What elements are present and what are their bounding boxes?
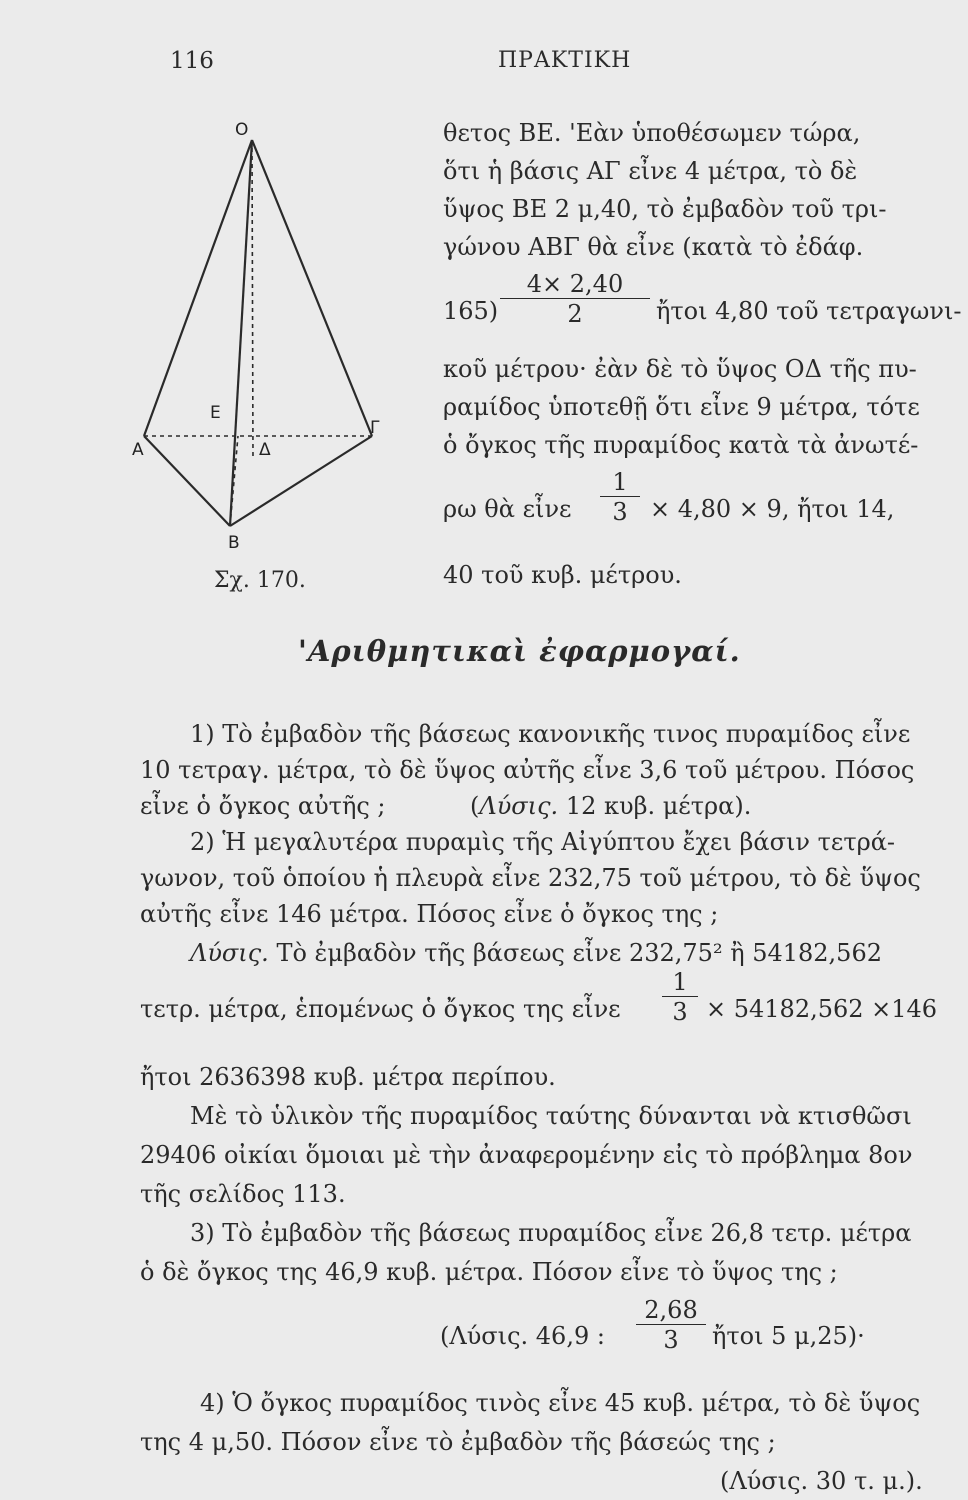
label-Delta: Δ: [259, 440, 271, 460]
exercise-4-line-1: 4) Ὁ ὄγκος πυραμίδος τινὸς εἶνε 45 κυβ. μέτρα, τὸ δὲ ὕψος: [200, 1389, 921, 1417]
exercise-2-line-1: 2) Ἡ μεγαλυτέρα πυραμὶς τῆς Αἰγύπτου ἔχει βάσιν τετρά-: [190, 828, 896, 856]
height-OD: [252, 140, 253, 460]
exercise-2-solution-line-2-prefix: τετρ. μέτρα, ἑπομένως ὁ ὄγκος της εἶνε: [140, 995, 621, 1023]
edge-AB: [144, 436, 230, 526]
exercise-2-note-line-3: τῆς σελίδος 113.: [140, 1180, 346, 1208]
text-line-9-prefix: ρω θὰ εἶνε: [443, 495, 572, 523]
fraction-height: [636, 1296, 706, 1355]
fraction-height-numerator: 2,68: [644, 1296, 698, 1324]
exercise-2-solution-line-3: ἤτοι 2636398 κυβ. μέτρα περίπου.: [140, 1063, 556, 1091]
exercise-1-line-1: 1) Τὸ ἐμβαδὸν τῆς βάσεως κανονικῆς τινος πυραμίδος εἶνε: [190, 720, 911, 748]
exercise-2-line-2: γωνον, τοῦ ὁποίου ἡ πλευρὰ εἶνε 232,75 τοῦ μέτρου, τὸ δὲ ὕψος: [140, 864, 921, 892]
text-line-5-prefix: 165): [443, 297, 499, 325]
text-line-1: θετος ΒΕ. 'Εὰν ὑποθέσωμεν τώρα,: [443, 119, 861, 147]
text-line-8: ὁ ὄγκος τῆς πυραμίδος κατὰ τὰ ἀνωτέ-: [443, 431, 919, 459]
text-line-3: ὕψος ΒΕ 2 μ,40, τὸ ἐμβαδὸν τοῦ τρι-: [443, 195, 887, 223]
fraction-third-numerator: 1: [612, 468, 628, 496]
figure-caption: Σχ. 170.: [214, 568, 306, 593]
fraction-height-denominator: 3: [663, 1326, 679, 1354]
exercise-4-solution: (Λύσις. 30 τ. μ.).: [720, 1467, 923, 1495]
exercise-2-solution-label: Λύσις.: [190, 939, 269, 967]
label-A: Α: [132, 440, 144, 460]
label-E: Ε: [210, 403, 221, 423]
page-number: 116: [170, 48, 214, 74]
edge-OA: [144, 140, 252, 436]
exercise-3-line-2: ὁ δὲ ὄγκος της 46,9 κυβ. μέτρα. Πόσον εἶνε τὸ ὕψος της ;: [140, 1258, 838, 1286]
label-B: Β: [228, 533, 240, 553]
fraction-third: [600, 468, 640, 527]
exercise-1-solution-label: Λύσις.: [479, 792, 559, 820]
label-Gamma: Γ: [370, 418, 380, 438]
running-head: ΠΡΑΚΤΙΚΗ: [498, 48, 632, 73]
fraction-area-denominator: 2: [567, 300, 583, 328]
exercise-3-solution-suffix: ἤτοι 5 μ,25)·: [712, 1322, 865, 1350]
edge-BG: [230, 436, 372, 526]
exercise-3-line-1: 3) Τὸ ἐμβαδὸν τῆς βάσεως πυραμίδος εἶνε 26,8 τετρ. μέτρα: [190, 1219, 912, 1247]
edge-OB: [230, 140, 252, 526]
pyramid-diagram: [132, 118, 392, 588]
exercise-2-solution-line-2-suffix: × 54182,562 ×146: [706, 995, 938, 1023]
text-line-5-suffix: ἤτοι 4,80 τοῦ τετραγωνι-: [656, 297, 962, 325]
edge-OG: [252, 140, 372, 436]
fraction-area-numerator: 4× 2,40: [526, 270, 624, 298]
text-line-9-suffix: × 4,80 × 9, ἤτοι 14,: [650, 495, 895, 523]
text-line-2: ὅτι ἡ βάσις ΑΓ εἶνε 4 μέτρα, τὸ δὲ: [443, 157, 858, 185]
text-line-4: γώνου ΑΒΓ θὰ εἶνε (κατὰ τὸ ἐδάφ.: [443, 233, 864, 261]
fraction-third-2: [662, 968, 698, 1027]
text-line-7: ραμίδος ὑποτεθῇ ὅτι εἶνε 9 μέτρα, τότε: [443, 393, 920, 421]
exercise-1-solution-value: 12 κυβ. μέτρα).: [565, 792, 752, 820]
text-line-6: κοῦ μέτρου· ἐὰν δὲ τὸ ὕψος ΟΔ τῆς πυ-: [443, 355, 917, 383]
exercise-3-solution-prefix: (Λύσις. 46,9 :: [440, 1322, 605, 1350]
exercise-2-note-line-1: Μὲ τὸ ὑλικὸν τῆς πυραμίδος ταύτης δύνανται νὰ κτισθῶσι: [190, 1102, 912, 1130]
exercise-2-note-line-2: 29406 οἰκίαι ὅμοιαι μὲ τὴν ἀναφερομένην εἰς τὸ πρόβλημα 8ον: [140, 1141, 913, 1169]
exercise-1-line-3: εἶνε ὁ ὄγκος αὐτῆς ;: [140, 792, 386, 820]
exercise-4-line-2: της 4 μ,50. Πόσον εἶνε τὸ ἐμβαδὸν τῆς βάσεώς της ;: [140, 1428, 776, 1456]
section-heading: 'Αριθμητικαὶ ἐφαρμογαί.: [298, 634, 741, 668]
fraction-third-2-denominator: 3: [672, 998, 688, 1026]
pyramid-figure: [132, 118, 392, 598]
exercise-2-solution-line-1: [190, 938, 882, 968]
exercise-2-line-3: αὐτῆς εἶνε 146 μέτρα. Πόσος εἶνε ὁ ὄγκος της ;: [140, 900, 719, 928]
exercise-1-line-2: 10 τετραγ. μέτρα, τὸ δὲ ὕψος αὐτῆς εἶνε 3,6 τοῦ μέτρου. Πόσος: [140, 756, 915, 784]
fraction-third-denominator: 3: [612, 498, 628, 526]
fraction-area: [500, 270, 650, 329]
label-O: Ο: [235, 120, 249, 140]
text-line-10: 40 τοῦ κυβ. μέτρου.: [443, 561, 682, 589]
exercise-1-solution: (Λύσις. 12 κυβ. μέτρα).: [470, 792, 752, 820]
exercise-2-solution-text: Τὸ ἐμβαδὸν τῆς βάσεως εἶνε 232,75² ἢ 54182,562: [276, 939, 882, 967]
fraction-third-2-numerator: 1: [672, 968, 688, 996]
